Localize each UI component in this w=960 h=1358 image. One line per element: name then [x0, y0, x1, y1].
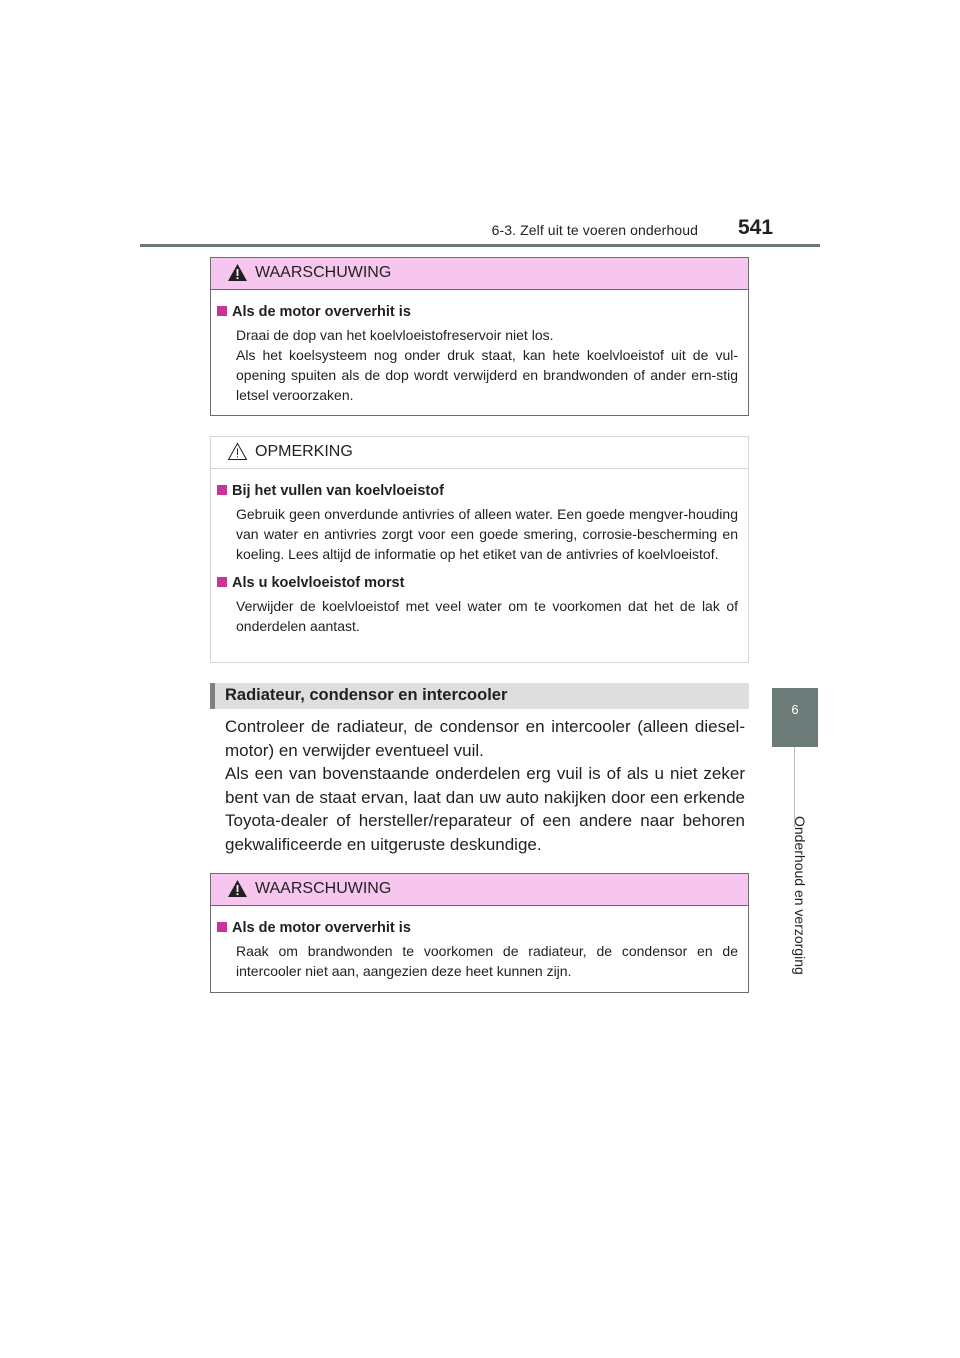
warning-body [211, 906, 748, 995]
warning-triangle-icon [227, 879, 248, 898]
item-heading: Als de motor oververhit is [217, 302, 738, 322]
warning-header [211, 874, 748, 906]
chapter-tab-line [794, 747, 795, 827]
section-heading [210, 683, 749, 709]
chapter-number: 6 [791, 702, 799, 717]
chapter-title: Onderhoud en verzorging [792, 816, 808, 975]
item-paragraph: Draai de dop van het koelvloeistofreservoir niet los. [236, 327, 554, 343]
caution-triangle-outline-icon [227, 442, 248, 461]
warning-box [210, 873, 749, 993]
warning-triangle-icon [227, 263, 248, 282]
notice-title: OPMERKING [255, 443, 353, 460]
item-paragraph: Raak om brandwonden te voorkomen de radiateur, de condensor en de intercooler niet aan, aangezien deze heet kunnen zijn. [236, 943, 738, 979]
item-paragraph: Verwijder de koelvloeistof met veel water om te voorkomen dat het de lak of onderdelen aantast. [236, 598, 738, 634]
item-paragraph: Als het koelsysteem nog onder druk staat, kan hete koelvloeistof uit de vul-opening spuiten als de dop wordt verwijderd en brandwonden of ander ern-stig letsel veroorzaken. [236, 347, 738, 403]
item-heading: Als de motor oververhit is [217, 918, 738, 938]
bullet-square-icon [217, 485, 227, 495]
item-heading: Als u koelvloeistof morst [217, 573, 738, 593]
notice-body [211, 469, 748, 650]
section-body [225, 715, 745, 856]
body-paragraph: Controleer de radiateur, de condensor en intercooler (alleen diesel-motor) en verwijder eventueel vuil. [225, 717, 745, 760]
warning-body [211, 290, 748, 419]
chapter-tab [772, 688, 818, 747]
header-rule [140, 244, 820, 247]
bullet-square-icon [217, 577, 227, 587]
page-number: 541 [738, 216, 774, 239]
body-paragraph: Als een van bovenstaande onderdelen erg vuil is of als u niet zeker bent van de staat ervan, laat dan uw auto nakijken door een erkende Toyota-dealer of hersteller/reparateur of een andere naar behoren gekwalificeerde en uitgeruste deskundige. [225, 764, 745, 854]
running-header: 6-3. Zelf uit te voeren onderhoud [491, 222, 698, 238]
section-title: Radiateur, condensor en intercooler [225, 686, 508, 704]
notice-header [211, 437, 748, 469]
warning-title: WAARSCHUWING [255, 880, 392, 897]
warning-title: WAARSCHUWING [255, 264, 392, 281]
bullet-square-icon [217, 922, 227, 932]
item-paragraph: Gebruik geen onverdunde antivries of alleen water. Een goede mengver-houding van water en antivries zorgt voor een goede smering, corrosie-bescherming en koeling. Lees altijd de informatie op het etiket van de antivries of koelvloeistof. [236, 506, 738, 562]
warning-header [211, 258, 748, 290]
notice-box [210, 436, 749, 663]
bullet-square-icon [217, 306, 227, 316]
warning-box [210, 257, 749, 416]
item-heading: Bij het vullen van koelvloeistof [217, 481, 738, 501]
